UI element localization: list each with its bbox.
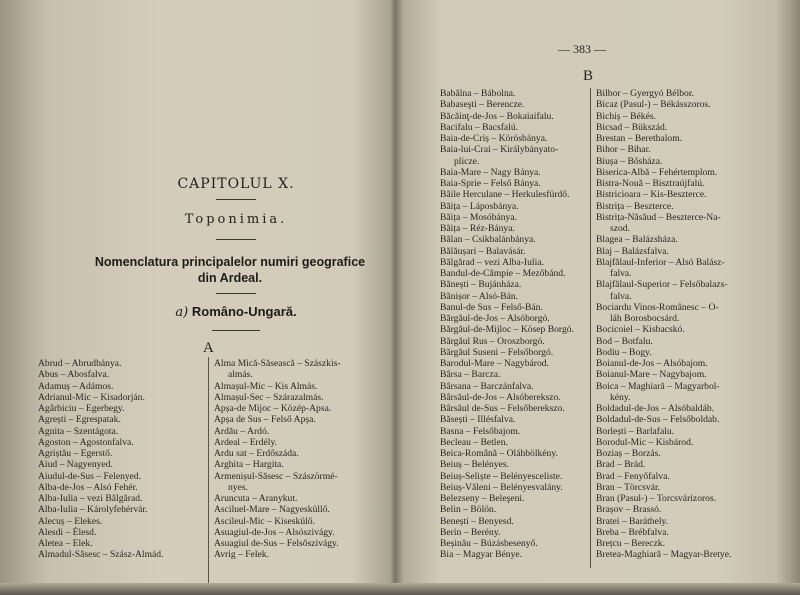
list-item: Bănești – Bujánháza. [440,279,522,291]
list-item: Blajfălaul-Superior – Felsőbalazs- [596,279,728,291]
list-item: Bistra-Nouă – Bisztraújfalú. [596,178,705,189]
entry-column-1 [38,358,206,561]
list-item: Băcăinţ-de-Jos – Bokaiaifalu. [440,110,554,122]
letter-heading-a: A [203,340,214,356]
list-item: Boianul-de-Jos – Alsóbajom. [596,358,708,369]
list-item-continuation: falva. [610,268,632,279]
list-item: Brașov – Brassó. [596,504,662,516]
list-item-continuation: almás. [228,369,253,381]
list-item: Apșa de Sus – Felső Apșa. [214,414,316,426]
list-item: Boziaș – Borzás. [596,448,661,459]
list-item: Armenișul-Săsesc – Szászörmé- [214,470,338,482]
list-item: Bicaz (Pasul-) – Békásszoros. [596,99,711,111]
list-item: Baia-de-Criș – Körösbánya. [440,133,548,144]
entry-column-2 [214,358,384,561]
list-item: Bacifalu – Bacsfalú. [440,121,519,133]
list-item: Asciluel-Mare – Nagyesküllő. [214,504,330,516]
list-item: Brad – Brád. [596,459,646,471]
page-number: — 383 — [558,42,606,56]
list-item: Bărgăul Suseni – Felsőborgó. [440,346,554,358]
list-item: Blagea – Balázsháza. [596,234,678,246]
list-item: Arghita – Hargita. [214,459,284,471]
list-item: Bălan – Csikbalánbánya. [440,234,536,246]
list-item: Aiudul-de-Sus – Felenyed. [38,470,142,482]
list-item: Brețcu – Bereczk. [596,538,665,549]
section-prefix: a) [175,305,189,320]
list-item: Alba-Iulia – Károlyfehérvár. [38,504,148,516]
left-page [0,0,392,595]
list-item: Alesdi – Élesd. [38,526,97,538]
column-divider [208,357,209,587]
list-item: Almașul-Mic – Kis Almás. [214,380,318,392]
list-item: Basna – Felsőbajom. [440,425,521,437]
list-item: Becleau – Betlen. [440,436,508,448]
list-item: Boldadul-de-Jos – Alsóbaldáb. [596,403,715,414]
right-page [400,0,800,595]
entry-column-1 [440,88,590,561]
list-item: Bârsăul de-Sus – Felsőberekszo. [440,403,565,414]
chapter-title: CAPITOLUL X. [177,176,295,192]
list-item: Almadul-Săsesc – Szász-Almád. [38,549,164,561]
list-item: Bihor – Bihar. [596,144,651,156]
list-item: Biușa – Bősháza. [596,155,663,167]
list-item: Borlești – Barlafalu. [596,425,675,437]
list-item: Bârsa – Barcza. [440,369,501,381]
list-item: Abrud – Abrudbánya. [38,358,122,369]
list-item: Aletea – Elek. [38,538,93,549]
list-item: Adrianul-Mic – Kisadorján. [38,391,145,403]
list-item: Bia – Magyar Bénye. [440,549,523,561]
list-item: Băița – Láposbánya. [440,200,519,212]
list-item: Banul-de Sus – Felső-Bán. [440,301,543,313]
list-item: Agriștău – Egerstő. [38,448,113,459]
list-item: Apșa-de Mijoc – Közép-Apsa. [214,403,332,414]
divider [216,293,256,294]
list-item: Bandul-de-Câmpie – Mezőbánd. [440,268,566,279]
list-item: Babaseşti – Berencze. [440,99,525,111]
list-item: Băsești – Illésfalva. [440,414,516,426]
divider [216,199,256,200]
divider [216,239,256,240]
list-item: Agârbiciu – Egerbegy. [38,403,125,414]
list-item: Bran – Törcsvár. [596,481,661,493]
list-item: Bistrița – Beszterce. [596,200,674,212]
list-item: Babălna – Bábolna. [440,88,516,99]
list-item: Bretea-Maghiară – Magyar-Bretye. [596,549,732,561]
list-item: Baia-Mare – Nagy Bánya. [440,166,541,178]
list-item: Agoston – Agostonfalva. [38,436,134,448]
list-item: Alba-de-Jos – Alsó Fehér. [38,481,138,493]
list-item: Adamuș – Adámos. [38,380,114,392]
list-item-continuation: láh Borosbocsárd. [610,313,680,324]
list-item: Brad – Fenyőfalva. [596,470,670,482]
list-item: Bicsad – Bükszád. [596,121,668,133]
list-item: Bărgăul Rus – Oroszborgó. [440,335,545,347]
list-item: Alecuș – Elekes. [38,515,103,527]
list-item: Biserica-Albă – Fehértemplom. [596,166,718,178]
section-title-text: Româno-Ungară. [191,304,297,319]
list-item: Baia-Sprie – Felső Bánya. [440,178,541,189]
list-item: Ascileul-Mic – Kiseskülő. [214,515,315,527]
list-item-continuation: plicze. [454,155,480,167]
list-item-continuation: kény. [610,391,631,403]
list-item: Avrig – Felek. [214,549,269,561]
list-item-continuation: szod. [610,223,630,234]
list-item: Baia-lui-Crai – Királybányato- [440,144,559,156]
list-item: Ardu sat – Erdőszáda. [214,448,299,459]
list-item: Blajfălaul-Inferior – Alsó Balász- [596,256,725,268]
list-item: Bălgărad – vezi Alba-Iulia. [440,256,544,268]
list-item: Boldadul-de-Sus – Felsőboldab. [596,414,720,426]
list-item-continuation: falva. [610,290,632,302]
list-item: Beiuș-Văleni – Belényesvalány. [440,481,563,493]
list-item: Bran (Pasul-) – Torcsvárizoros. [596,493,717,504]
list-item: Benești – Benyesd. [440,515,514,527]
divider [212,330,260,331]
list-item: Berin – Berény. [440,526,501,538]
list-item: Bistricioara – Kis-Beszterce. [596,189,707,201]
list-item: Belin – Bölön. [440,504,497,516]
list-item: Aiud – Nagyenyed. [38,459,113,471]
list-item: Agrești – Egrespatak. [38,414,121,426]
list-item: Beșinău – Búzásbesenyő. [440,538,538,549]
list-item: Beica-Română – Oláhbölkény. [440,448,558,459]
list-item: Bilbor – Gyergyó Bélbor. [596,88,694,99]
list-item: Blaj – Balázsfalva. [596,245,669,257]
list-item: Aruncuta – Aranykut. [214,493,298,504]
list-item: Asuagiul de-Sus – Felsőszivágy. [214,538,339,549]
list-item: Asuagiul-de-Jos – Alsószivágy. [214,526,335,538]
list-item: Bichiș – Békés. [596,110,656,122]
list-item: Ardeal – Erdély. [214,436,278,448]
list-item: Belezseny – Beleşeni. [440,493,525,504]
section-subtitle: Toponimia. [184,212,288,227]
list-item: Alma Mică-Săsească – Szászkis- [214,358,341,369]
list-item: Bălăușari – Balavásár. [440,245,526,257]
heading-line-2: din Ardeal. [197,271,263,285]
list-item: Băița – Réz-Bánya. [440,223,515,234]
list-item: Brestan – Berethalom. [596,133,683,144]
list-item: Abus – Abosfalva. [38,369,110,381]
letter-heading-b: B [583,68,594,84]
list-item: Boianul-Mare – Nagybajom. [596,369,707,381]
list-item: Bărgăul-de-Mijloc – Kösep Borgó. [440,324,574,336]
list-item: Bistrița-Năsăud – Beszterce-Na- [596,211,721,223]
list-item: Alba-Iulia – vezi Bălgărad. [38,493,143,504]
list-item: Băița – Mosóbánya. [440,211,518,223]
list-item: Bănișor – Alsó-Bán. [440,290,519,302]
list-item: Beiuș – Belényes. [440,459,510,471]
list-item: Barodul-Mare – Nagybárod. [440,358,549,369]
heading-line-1: Nomenclatura principalelor numiri geografice [94,255,366,269]
entry-column-2 [596,88,792,561]
list-item: Bociardu Vinos-Românesc – O- [596,301,719,313]
list-item: Ardău – Ardó. [214,425,270,437]
list-item: Boica – Maghiară – Magyarbol- [596,380,720,392]
list-item: Agnita – Szentágota. [38,425,119,437]
list-item-continuation: nyes. [228,481,248,493]
list-item: Borodul-Mic – Kisbárod. [596,436,694,448]
list-item: Bodiu – Bogy. [596,346,652,358]
list-item: Bărgăul-de-Jos – Alsóborgó. [440,313,550,324]
list-item: Bocicoiel – Kisbacskó. [596,324,685,336]
list-item: Breba – Brébfalva. [596,526,669,538]
column-divider [590,88,591,568]
list-item: Almașul-Sec – Szárazalmás. [214,391,324,403]
list-item: Bârsana – Barczánfalva. [440,380,534,392]
list-item: Bod – Botfalu. [596,335,653,347]
list-item: Bratei – Baráthely. [596,515,669,527]
list-item: Beiuș-Seliște – Belényesceliste. [440,470,563,482]
section-title [120,304,352,320]
list-item: Băile Herculane – Herkulesfürdő. [440,189,570,201]
list-item: Bârsăul-de-Jos – Alsóberekszo. [440,391,561,403]
